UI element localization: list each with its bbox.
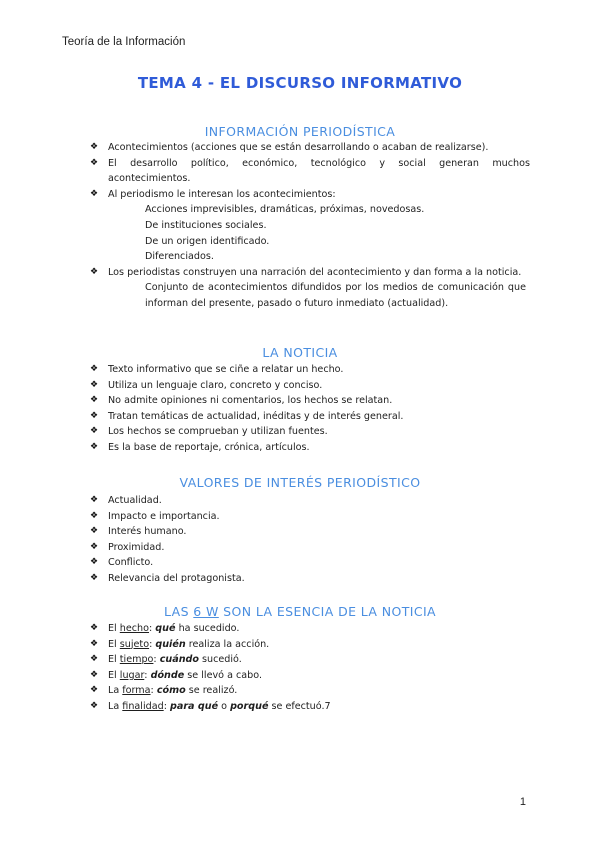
diamond-bullet-icon: ❖: [90, 426, 99, 437]
sub-item: De un origen identificado.: [145, 235, 270, 247]
diamond-bullet-icon: ❖: [90, 364, 99, 374]
sub-item: Acciones imprevisibles, dramáticas, próximas, novedosas.: [145, 204, 425, 216]
diamond-bullet-icon: ❖: [90, 541, 99, 552]
informacion-list: [90, 140, 530, 312]
list-item: ❖ La forma: cómo se realizó.: [90, 683, 530, 699]
list-item: ❖ La finalidad: para qué o porqué se efectuó.7: [90, 699, 530, 715]
definition-paragraph: Conjunto de acontecimientos difundidos por los medios de comunicación que informan del presente, pasado o futuro inmediato (actualidad).: [145, 282, 526, 309]
list-item: ❖ Utiliza un lenguaje claro, concreto y conciso.: [90, 378, 530, 394]
diamond-bullet-icon: ❖: [90, 685, 99, 696]
diamond-bullet-icon: ❖: [90, 395, 99, 406]
page-header: Teoría de la Información: [62, 36, 186, 48]
noticia-list: [90, 362, 530, 456]
diamond-bullet-icon: ❖: [90, 157, 99, 168]
diamond-bullet-icon: ❖: [90, 700, 99, 711]
list-item: ❖ Proximidad.: [90, 540, 530, 556]
diamond-bullet-icon: ❖: [90, 557, 99, 568]
list-item: ❖ Los periodistas construyen una narración del acontecimiento y dan forma a la noticia.: [90, 265, 530, 281]
diamond-bullet-icon: ❖: [90, 410, 99, 421]
list-item: ❖ No admite opiniones ni comentarios, los hechos se relatan.: [90, 393, 530, 409]
diamond-bullet-icon: ❖: [90, 266, 99, 277]
sub-item: Diferenciados.: [145, 251, 214, 263]
list-item: ❖ Los hechos se comprueban y utilizan fuentes.: [90, 424, 530, 440]
section-title-informacion: INFORMACIÓN PERIODÍSTICA: [204, 124, 396, 139]
list-item: ❖ El tiempo: cuándo sucedió.: [90, 652, 530, 668]
6w-highlight: 6 W: [193, 604, 219, 619]
diamond-bullet-icon: ❖: [90, 572, 99, 583]
sub-item: De instituciones sociales.: [145, 219, 267, 231]
list-item: ❖ Impacto e importancia.: [90, 509, 530, 525]
diamond-bullet-icon: ❖: [90, 654, 99, 665]
list-item: ❖ El desarrollo político, económico, tecnológico y social generan muchos acontecimientos.: [90, 157, 530, 185]
list-item: ❖ Actualidad.: [90, 493, 530, 509]
diamond-bullet-icon: ❖: [90, 379, 99, 390]
diamond-bullet-icon: ❖: [90, 142, 99, 152]
diamond-bullet-icon: ❖: [90, 510, 99, 521]
diamond-bullet-icon: ❖: [90, 623, 99, 633]
list-item: ❖ Interés humano.: [90, 524, 530, 540]
list-item: ❖ Conflicto.: [90, 555, 530, 571]
valores-list: [90, 493, 530, 587]
list-item: ❖ Texto informativo que se ciñe a relatar un hecho.: [90, 362, 530, 378]
list-item: ❖ El hecho: qué ha sucedido.: [90, 621, 530, 637]
list-item: ❖ El sujeto: quién realiza la acción.: [90, 637, 530, 653]
section-title-6w: LAS 6 W SON LA ESENCIA DE LA NOTICIA: [163, 604, 437, 619]
diamond-bullet-icon: ❖: [90, 526, 99, 537]
list-item: ❖ Al periodismo le interesan los acontecimientos:: [90, 187, 530, 203]
diamond-bullet-icon: ❖: [90, 495, 99, 505]
page-number: 1: [519, 796, 526, 808]
list-item: ❖ El lugar: dónde se llevó a cabo.: [90, 668, 530, 684]
list-item: ❖ Es la base de reportaje, crónica, artículos.: [90, 440, 530, 456]
diamond-bullet-icon: ❖: [90, 638, 99, 649]
list-item: ❖ Acontecimientos (acciones que se están desarrollando o acaban de realizarse).: [90, 140, 530, 156]
6w-list: [90, 621, 530, 715]
section-title-noticia: LA NOTICIA: [262, 345, 338, 360]
list-item: ❖ Tratan temáticas de actualidad, inéditas y de interés general.: [90, 409, 530, 425]
diamond-bullet-icon: ❖: [90, 441, 99, 452]
document-title: TEMA 4 - EL DISCURSO INFORMATIVO: [137, 74, 463, 92]
diamond-bullet-icon: ❖: [90, 669, 99, 680]
diamond-bullet-icon: ❖: [90, 188, 99, 199]
section-title-valores: VALORES DE INTERÉS PERIODÍSTICO: [179, 475, 421, 490]
list-item: ❖ Relevancia del protagonista.: [90, 571, 530, 587]
